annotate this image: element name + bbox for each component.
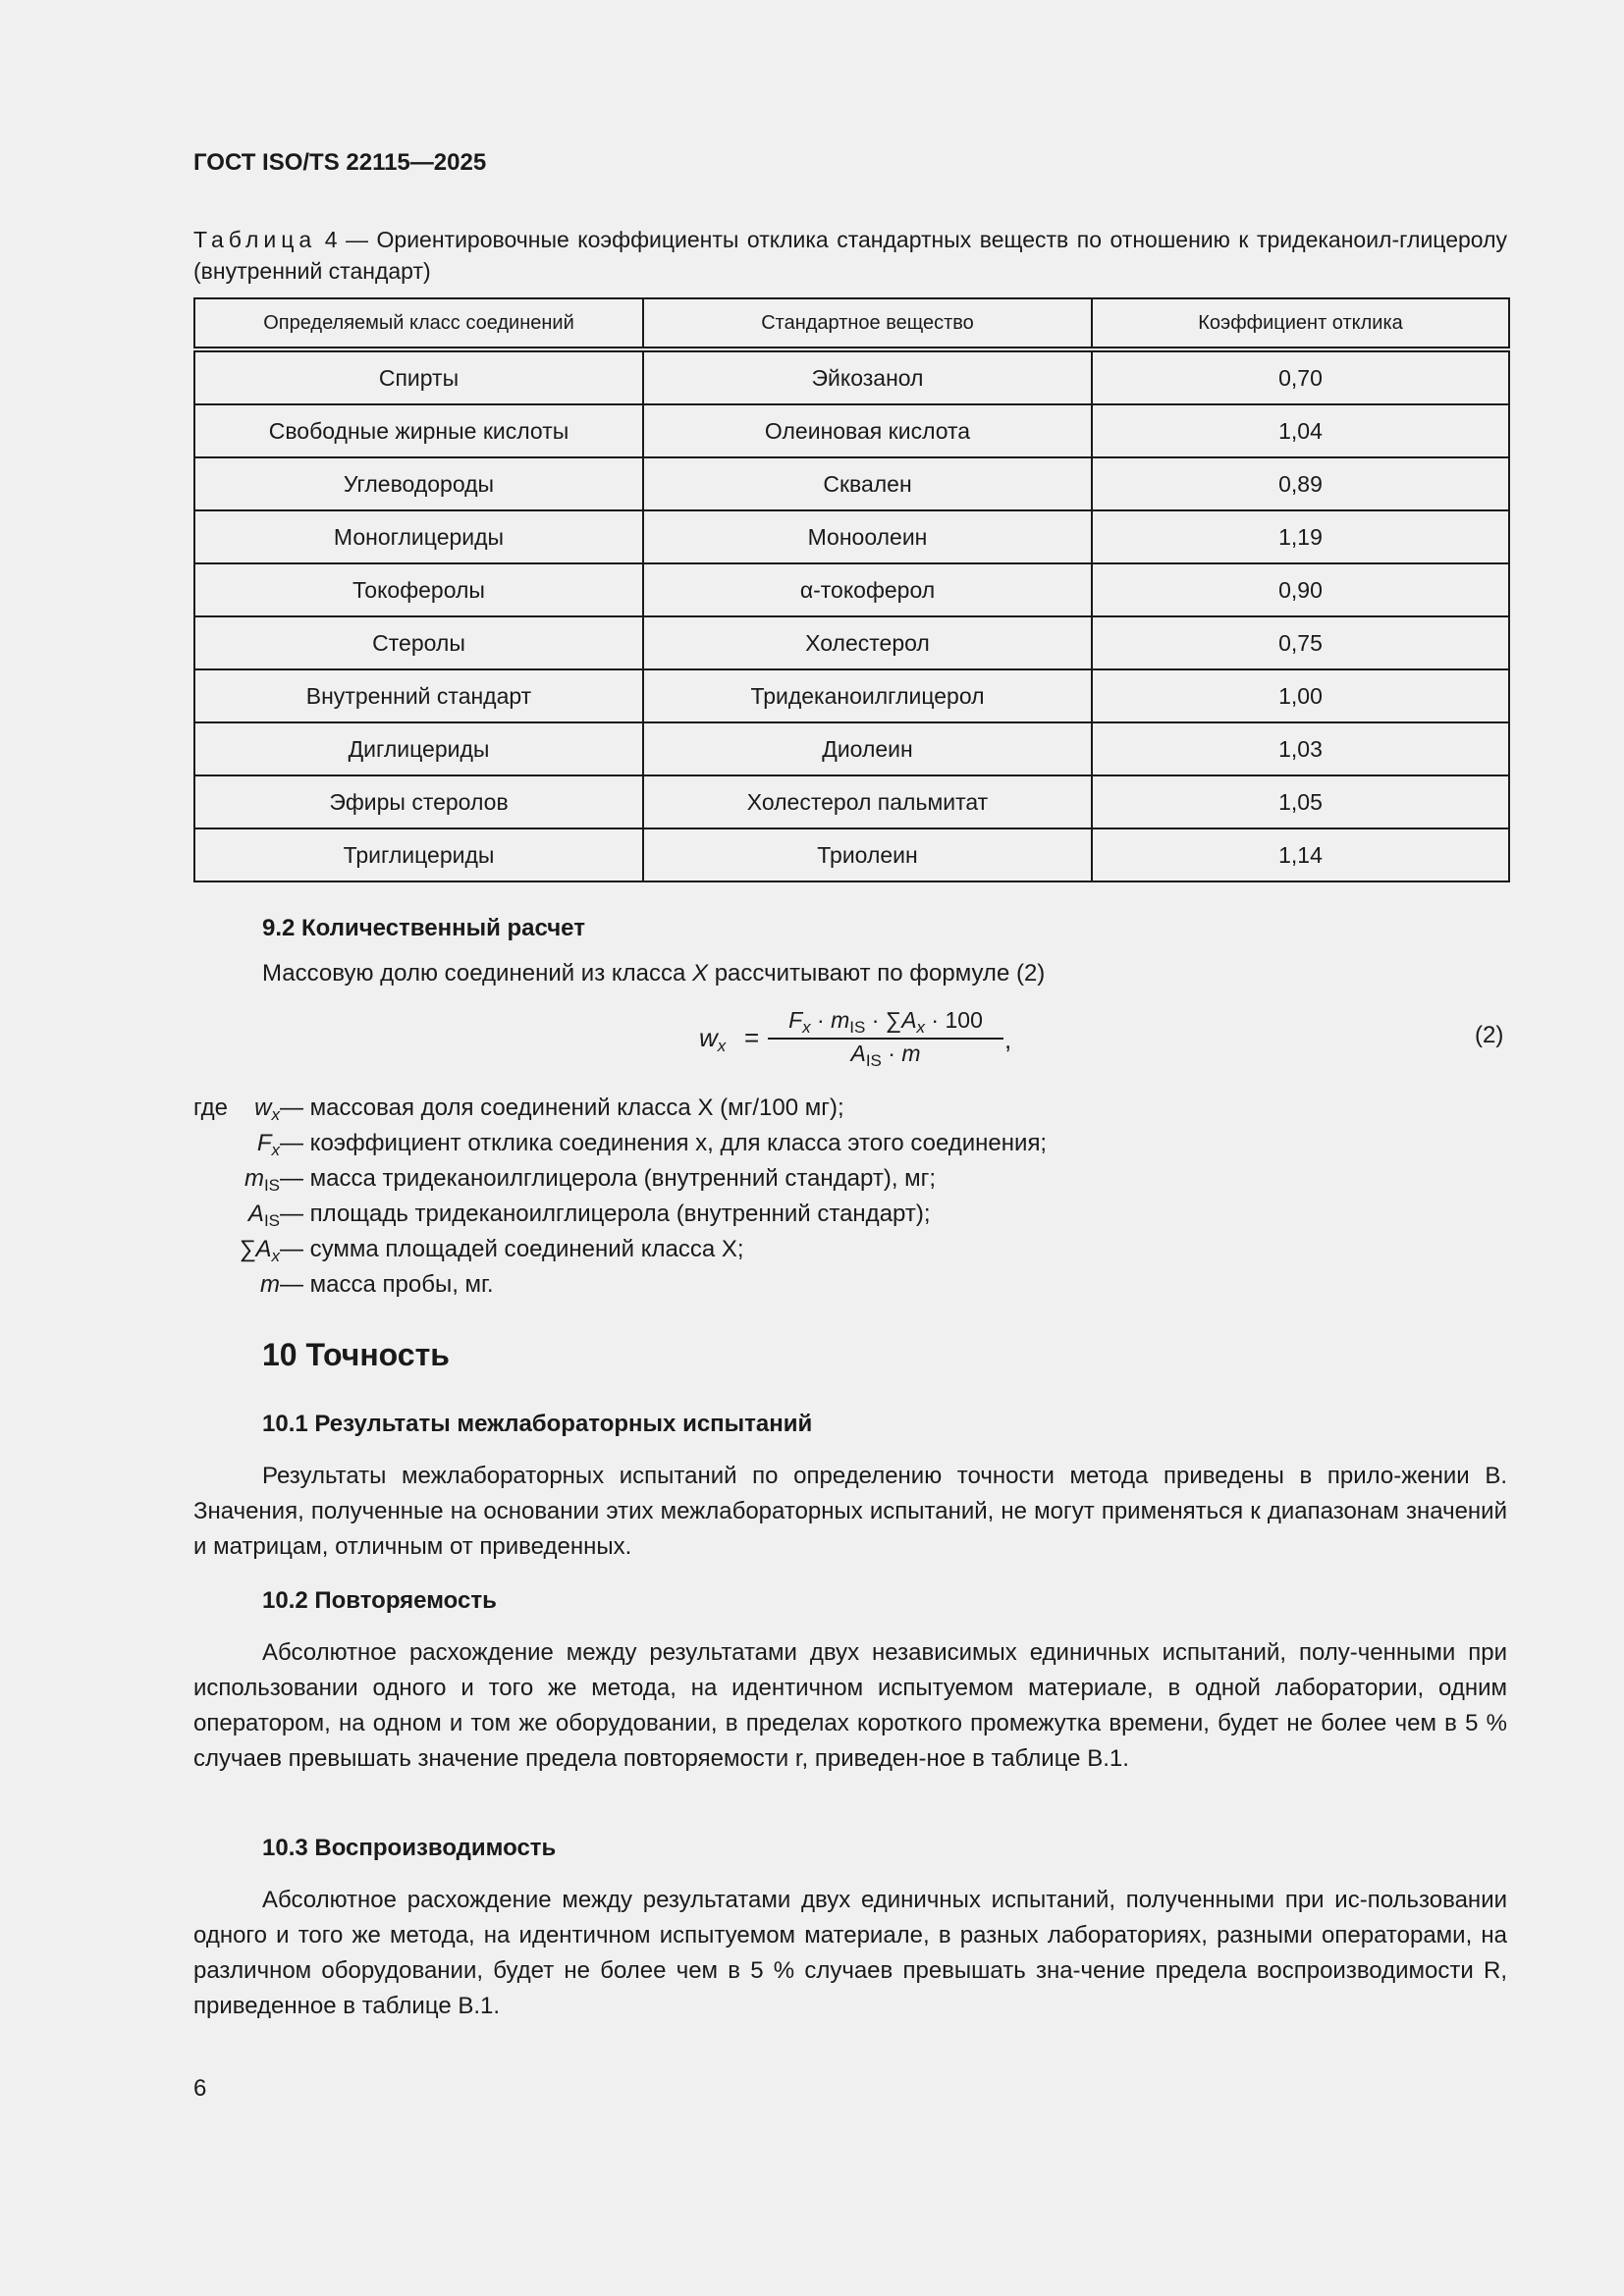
factor-cell: 1,05: [1092, 775, 1509, 828]
class-cell: Стеролы: [194, 616, 643, 669]
section-10-3-paragraph: Абсолютное расхождение между результатами двух единичных испытаний, полученными при ис-пользовании одного и того же метода, на идентичном испытуемом материале, в разных лабораториях, разными операторами, на различном оборудовании, будет не более чем в 5 % случаев превышать зна-чение предела воспроизводимости R, приведенное в таблице В.1.: [193, 1887, 1507, 2019]
page-number: 6: [193, 2075, 207, 2102]
table-row: [194, 828, 1509, 881]
formula-comma: ,: [1004, 1025, 1012, 1054]
standard-cell: Холестерол: [643, 616, 1092, 669]
standard-cell: Диолеин: [643, 722, 1092, 775]
intro-variable: X: [692, 960, 709, 987]
factor-cell: 0,90: [1092, 563, 1509, 616]
definition-symbol: $\sum A_x$: [239, 1236, 280, 1265]
definition-symbol: $w_x$: [254, 1095, 280, 1124]
definition-text: — площадь тридеканоилглицерола (внутренний стандарт);: [280, 1201, 931, 1227]
definitions-where: где: [193, 1095, 229, 1121]
class-cell: Спирты: [194, 349, 643, 404]
table-row: [194, 510, 1509, 563]
class-cell: Эфиры стеролов: [194, 775, 643, 828]
definition-text: — коэффициент отклика соединения x, для класса этого соединения;: [280, 1130, 1048, 1156]
factor-cell: 1,04: [1092, 404, 1509, 457]
formula-number: (2): [1475, 1022, 1504, 1048]
table-header-cell: Определяемый класс соединений: [194, 298, 643, 349]
factor-cell: 1,14: [1092, 828, 1509, 881]
section-10-heading: 10 Точность: [262, 1337, 450, 1372]
class-cell: Углеводороды: [194, 457, 643, 510]
intro-text-end: рассчитывают по формуле (2): [708, 960, 1046, 987]
definition-row: [193, 1091, 1470, 1126]
definition-row: [193, 1267, 1470, 1303]
formula-equals: =: [744, 1023, 760, 1052]
standard-cell: Холестерол пальмитат: [643, 775, 1092, 828]
class-cell: Внутренний стандарт: [194, 669, 643, 722]
definition-row: [193, 1232, 1470, 1267]
table-row: [194, 669, 1509, 722]
definition-symbol: $F_x$: [256, 1130, 280, 1159]
class-cell: Моноглицериды: [194, 510, 643, 563]
table-caption-word: Таблица: [193, 227, 317, 252]
table-row: [194, 775, 1509, 828]
definition-text: — массовая доля соединений класса X (мг/100 мг);: [280, 1095, 844, 1121]
standard-cell: Олеиновая кислота: [643, 404, 1092, 457]
class-cell: Свободные жирные кислоты: [194, 404, 643, 457]
definition-text: — сумма площадей соединений класса X;: [280, 1236, 744, 1262]
standard-cell: Сквален: [643, 457, 1092, 510]
factor-cell: 0,75: [1092, 616, 1509, 669]
table-header-row: [194, 298, 1509, 349]
factor-cell: 0,70: [1092, 349, 1509, 404]
table-row: [194, 404, 1509, 457]
section-10-1-heading: 10.1 Результаты межлабораторных испытаний: [262, 1411, 813, 1437]
definition-row: [193, 1161, 1470, 1197]
table-header-cell: Коэффициент отклика: [1092, 298, 1509, 349]
table-row: [194, 349, 1509, 404]
response-factor-table: [193, 297, 1510, 882]
document-header: ГОСТ ISO/TS 22115—2025: [193, 149, 487, 176]
definition-text: — масса тридеканоилглицерола (внутренний стандарт), мг;: [280, 1165, 937, 1192]
table-caption: [193, 224, 1507, 287]
formula-fraction-bar: [768, 1038, 1003, 1040]
class-cell: Токоферолы: [194, 563, 643, 616]
table-row: [194, 722, 1509, 775]
definition-text: — масса пробы, мг.: [280, 1271, 494, 1298]
table-header-cell: Стандартное вещество: [643, 298, 1092, 349]
formula-definitions: [193, 1091, 1470, 1307]
formula-denominator: $A_{IS} \cdot m$: [850, 1041, 921, 1070]
definition-row: [193, 1197, 1470, 1232]
formula-2: [687, 1003, 1041, 1072]
class-cell: Диглицериды: [194, 722, 643, 775]
factor-cell: 0,89: [1092, 457, 1509, 510]
formula-lhs: $w_x$: [699, 1023, 727, 1055]
section-10-2-paragraph: Абсолютное расхождение между результатами двух независимых единичных испытаний, полу-ченными при использовании одного и того же метода, на идентичном испытуемом материале, в одной лаборатории, одним оператором, на одном и том же оборудовании, в пределах короткого промежутка времени, будет не более чем в 5 % случаев превышать значение предела повторяемости r, приведен-ное в таблице В.1.: [193, 1639, 1507, 1772]
factor-cell: 1,03: [1092, 722, 1509, 775]
definition-symbol: $A_{IS}$: [247, 1201, 280, 1230]
section-9-2-heading: 9.2 Количественный расчет: [262, 915, 585, 941]
standard-cell: Моноолеин: [643, 510, 1092, 563]
section-9-2-intro: [262, 960, 1045, 988]
definition-row: [193, 1126, 1470, 1161]
factor-cell: 1,00: [1092, 669, 1509, 722]
factor-cell: 1,19: [1092, 510, 1509, 563]
standard-cell: Триолеин: [643, 828, 1092, 881]
section-10-2-heading: 10.2 Повторяемость: [262, 1587, 497, 1614]
table-row: [194, 616, 1509, 669]
formula-numerator: $F_x \cdot m_{IS} \cdot \sum A_x \cdot 100$: [788, 1007, 983, 1037]
table-row: [194, 563, 1509, 616]
standard-cell: α-токоферол: [643, 563, 1092, 616]
class-cell: Триглицериды: [194, 828, 643, 881]
table-caption-text: 4 — Ориентировочные коэффициенты отклика стандартных веществ по отношению к тридеканоил-глицеролу (внутренний стандарт): [193, 227, 1507, 284]
section-10-3-heading: 10.3 Воспроизводимость: [262, 1835, 557, 1861]
section-10-1-paragraph: Результаты межлабораторных испытаний по определению точности метода приведены в прило-жении В. Значения, полученные на основании этих межлабораторных испытаний, не могут применяться к диапазонам значений и матрицам, отличным от приведенных.: [193, 1463, 1507, 1560]
definition-symbol: m: [260, 1271, 280, 1298]
intro-text: Массовую долю соединений из класса: [262, 960, 693, 987]
standard-cell: Тридеканоилглицерол: [643, 669, 1092, 722]
definition-symbol: $m_{IS}$: [244, 1165, 280, 1195]
table-row: [194, 457, 1509, 510]
standard-cell: Эйкозанол: [643, 349, 1092, 404]
